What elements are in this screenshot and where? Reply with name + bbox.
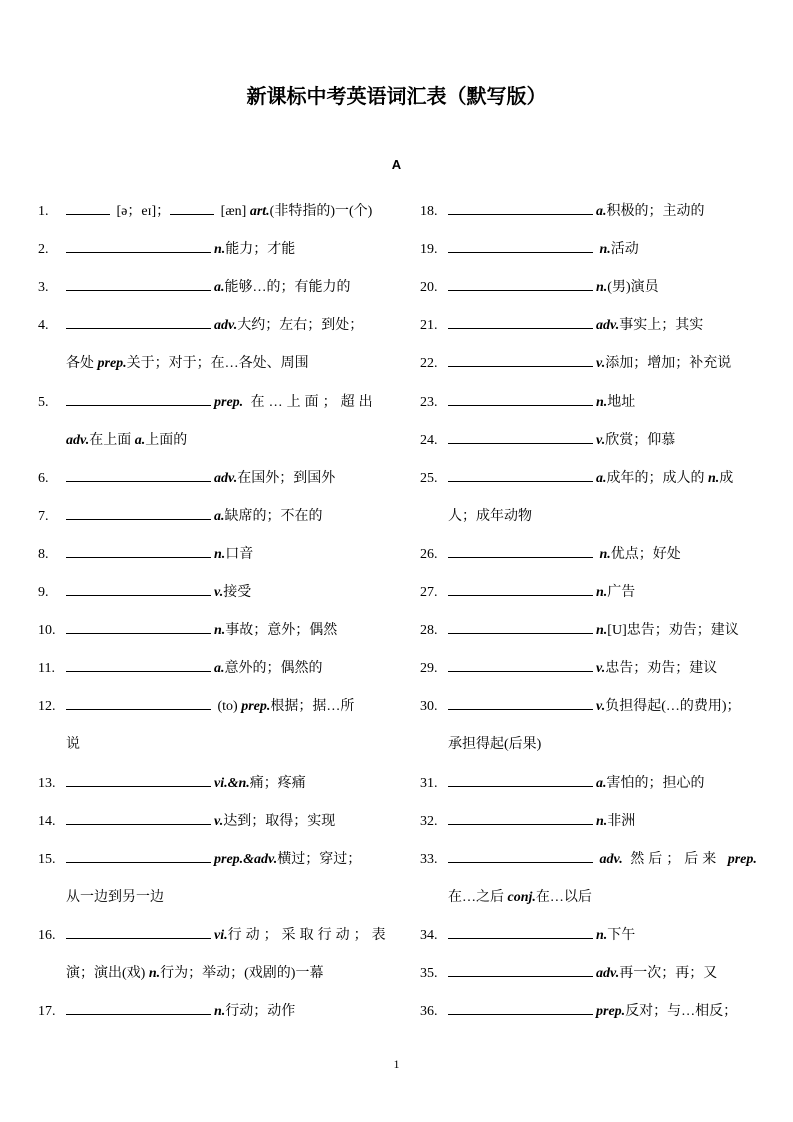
entry-number: 10. bbox=[38, 623, 56, 639]
definition-text: 事实上；其实 bbox=[619, 318, 704, 334]
vocab-entry bbox=[420, 924, 765, 948]
entry-number: 31. bbox=[420, 775, 438, 791]
part-of-speech: adv. bbox=[214, 470, 238, 486]
entry-content bbox=[66, 391, 377, 415]
answer-blank[interactable] bbox=[66, 200, 110, 215]
part-of-speech: n. bbox=[214, 242, 226, 258]
answer-blank[interactable] bbox=[66, 1000, 211, 1015]
vocab-entry bbox=[38, 581, 398, 605]
answer-blank[interactable] bbox=[448, 352, 593, 367]
entry-number: 4. bbox=[38, 318, 49, 334]
part-of-speech: n. bbox=[214, 546, 226, 562]
answer-blank[interactable] bbox=[448, 276, 593, 291]
definition-text: 活动 bbox=[610, 242, 639, 258]
part-of-speech: n. bbox=[596, 813, 608, 829]
part-of-speech: v. bbox=[596, 356, 606, 372]
answer-blank[interactable] bbox=[66, 772, 211, 787]
vocab-entry bbox=[38, 924, 398, 948]
vocab-entry bbox=[420, 391, 765, 415]
entry-number: 17. bbox=[38, 1004, 56, 1020]
definition-text: 行为；举动；(戏剧的)一幕 bbox=[160, 966, 324, 981]
entry-content bbox=[66, 314, 363, 338]
answer-blank[interactable] bbox=[170, 200, 214, 215]
vocab-entry bbox=[38, 238, 398, 262]
part-of-speech: vi.&n. bbox=[214, 775, 250, 791]
definition-text: 下午 bbox=[607, 927, 636, 943]
entry-content bbox=[66, 238, 295, 262]
entry-number: 7. bbox=[38, 508, 49, 524]
vocab-entry bbox=[38, 314, 398, 338]
part-of-speech: v. bbox=[596, 699, 606, 715]
entry-number: 15. bbox=[38, 851, 56, 867]
part-of-speech: art. bbox=[249, 204, 270, 219]
entry-content bbox=[66, 543, 253, 567]
entry-content bbox=[66, 848, 361, 872]
vocab-entry bbox=[38, 810, 398, 834]
part-of-speech: v. bbox=[596, 661, 606, 677]
vocab-entry bbox=[38, 200, 398, 224]
entry-content bbox=[66, 733, 80, 757]
vocab-entry-continuation bbox=[38, 429, 398, 453]
vocab-entry bbox=[38, 467, 398, 491]
entry-content bbox=[448, 695, 741, 719]
answer-blank[interactable] bbox=[66, 314, 211, 329]
entry-content bbox=[66, 467, 335, 491]
answer-blank[interactable] bbox=[448, 238, 593, 253]
definition-text: 上面的 bbox=[145, 432, 188, 448]
vocab-entry bbox=[420, 962, 765, 986]
entry-content bbox=[66, 619, 337, 643]
entry-number: 2. bbox=[38, 242, 49, 258]
vocab-entry bbox=[420, 619, 765, 643]
answer-blank[interactable] bbox=[448, 848, 593, 863]
vocab-entry bbox=[38, 619, 398, 643]
entry-number: 13. bbox=[38, 775, 56, 791]
definition-text: 达到；取得；实现 bbox=[223, 813, 336, 829]
vocab-entry-continuation bbox=[38, 886, 398, 910]
part-of-speech: v. bbox=[214, 813, 224, 829]
vocab-entry bbox=[420, 352, 765, 376]
vocab-entry bbox=[420, 657, 765, 681]
definition-text: 说 bbox=[66, 737, 80, 753]
vocab-entry-continuation bbox=[420, 733, 765, 757]
entry-number: 11. bbox=[38, 661, 55, 677]
definition-text: 在国外；到国外 bbox=[237, 470, 336, 486]
definition-text: 成 bbox=[719, 470, 734, 486]
entry-number: 3. bbox=[38, 280, 49, 296]
definition-text: 人；成年动物 bbox=[448, 508, 532, 524]
definition-text: 各处 bbox=[66, 356, 98, 372]
definition-text: 在上面 bbox=[89, 432, 135, 448]
part-of-speech: a. bbox=[214, 661, 225, 677]
entry-number: 16. bbox=[38, 927, 56, 943]
entry-content bbox=[448, 1000, 737, 1024]
entry-content bbox=[66, 581, 251, 605]
answer-blank[interactable] bbox=[448, 924, 593, 939]
entry-number: 22. bbox=[420, 356, 438, 372]
definition-text: 在…之后 bbox=[448, 889, 508, 905]
vocab-entry-continuation bbox=[420, 886, 765, 910]
vocab-entry bbox=[38, 657, 398, 681]
entry-number: 25. bbox=[420, 470, 438, 486]
definition-text: [æn] bbox=[217, 204, 250, 219]
vocab-entry bbox=[420, 200, 765, 224]
answer-blank[interactable] bbox=[448, 695, 593, 710]
definition-text: 再一次；再；又 bbox=[619, 966, 718, 981]
definition-text: 能力；才能 bbox=[225, 242, 296, 258]
definition-text: 能够…的；有能力的 bbox=[224, 280, 351, 296]
part-of-speech: n. bbox=[214, 623, 226, 639]
vocab-entry bbox=[38, 848, 398, 872]
entry-number: 26. bbox=[420, 546, 438, 562]
definition-text: 优点；好处 bbox=[610, 546, 681, 562]
vocab-entry bbox=[420, 772, 765, 796]
entry-content bbox=[448, 391, 635, 415]
entry-content bbox=[448, 276, 659, 300]
part-of-speech: adv. bbox=[214, 318, 238, 334]
entry-content bbox=[66, 886, 164, 910]
definition-text: 地址 bbox=[607, 394, 636, 410]
definition-text: 接受 bbox=[223, 585, 252, 600]
part-of-speech: conj. bbox=[507, 889, 536, 905]
part-of-speech: a. bbox=[214, 508, 225, 524]
vocab-entry bbox=[420, 467, 765, 491]
part-of-speech: adv. bbox=[66, 432, 90, 448]
definition-text: 承担得起(后果) bbox=[448, 737, 542, 753]
definition-text: 意外的；偶然的 bbox=[224, 661, 323, 677]
entry-content bbox=[448, 238, 639, 262]
entry-content bbox=[448, 619, 739, 643]
answer-blank[interactable] bbox=[66, 924, 211, 939]
part-of-speech: n. bbox=[596, 394, 608, 410]
part-of-speech: a. bbox=[596, 204, 607, 219]
vocab-entry bbox=[420, 543, 765, 567]
answer-blank[interactable] bbox=[448, 810, 593, 825]
part-of-speech: n. bbox=[596, 585, 608, 600]
entry-content bbox=[448, 848, 757, 872]
answer-blank[interactable] bbox=[66, 695, 211, 710]
entry-number: 33. bbox=[420, 851, 438, 867]
entry-number: 9. bbox=[38, 585, 49, 600]
definition-text: 事故；意外；偶然 bbox=[225, 623, 338, 639]
entry-number: 19. bbox=[420, 242, 438, 258]
part-of-speech: vi. bbox=[214, 927, 228, 943]
definition-text: 害怕的；担心的 bbox=[606, 775, 705, 791]
definition-text: 在…上面；超出 bbox=[243, 394, 377, 410]
answer-blank[interactable] bbox=[66, 467, 211, 482]
part-of-speech: v. bbox=[596, 432, 606, 448]
part-of-speech: prep. bbox=[97, 356, 127, 372]
entry-number: 8. bbox=[38, 546, 49, 562]
vocab-entry bbox=[420, 238, 765, 262]
part-of-speech: n. bbox=[596, 623, 608, 639]
entry-content bbox=[66, 657, 323, 681]
answer-blank[interactable] bbox=[448, 772, 593, 787]
entry-content bbox=[66, 962, 323, 986]
entry-number: 18. bbox=[420, 204, 438, 219]
definition-text: 负担得起(…的费用)； bbox=[605, 699, 741, 715]
vocab-entry-continuation bbox=[38, 962, 398, 986]
entry-content bbox=[66, 200, 372, 224]
answer-blank[interactable] bbox=[448, 962, 593, 977]
definition-text: 根据；据…所 bbox=[270, 699, 355, 715]
entry-number: 30. bbox=[420, 699, 438, 715]
entry-number: 28. bbox=[420, 623, 438, 639]
vocab-entry bbox=[420, 276, 765, 300]
part-of-speech: adv. bbox=[596, 966, 620, 981]
definition-text: 口音 bbox=[225, 546, 254, 562]
entry-content bbox=[448, 810, 635, 834]
answer-blank[interactable] bbox=[66, 848, 211, 863]
vocab-entry bbox=[420, 429, 765, 453]
vocab-entry bbox=[420, 1000, 765, 1024]
definition-text: 然后；后来 bbox=[622, 851, 728, 867]
entry-content bbox=[448, 543, 681, 567]
definition-text: (to) bbox=[214, 699, 242, 715]
answer-blank[interactable] bbox=[66, 505, 211, 520]
entry-number: 12. bbox=[38, 699, 56, 715]
entry-content bbox=[66, 695, 354, 719]
vocab-entry bbox=[38, 391, 398, 415]
entry-content bbox=[448, 962, 717, 986]
entry-number: 35. bbox=[420, 966, 438, 981]
definition-text: 非洲 bbox=[607, 813, 636, 829]
vocab-entry bbox=[420, 314, 765, 338]
part-of-speech: v. bbox=[214, 585, 224, 600]
part-of-speech: prep.&adv. bbox=[214, 851, 278, 867]
definition-text: 广告 bbox=[607, 585, 636, 600]
entry-number: 14. bbox=[38, 813, 56, 829]
answer-blank[interactable] bbox=[66, 238, 211, 253]
definition-text: [U]忠告；劝告；建议 bbox=[607, 623, 739, 639]
answer-blank[interactable] bbox=[448, 1000, 593, 1015]
entry-content bbox=[448, 657, 717, 681]
part-of-speech: n. bbox=[708, 470, 720, 486]
entry-content bbox=[448, 505, 532, 529]
answer-blank[interactable] bbox=[448, 429, 593, 444]
answer-blank[interactable] bbox=[448, 200, 593, 215]
answer-blank[interactable] bbox=[66, 276, 211, 291]
entry-content bbox=[448, 429, 675, 453]
part-of-speech: prep. bbox=[241, 699, 271, 715]
part-of-speech: n. bbox=[214, 1004, 226, 1020]
entry-content bbox=[448, 581, 635, 605]
entry-number: 27. bbox=[420, 585, 438, 600]
vocab-entry-continuation bbox=[38, 352, 398, 376]
entry-number: 20. bbox=[420, 280, 438, 296]
part-of-speech: n. bbox=[596, 280, 608, 296]
answer-blank[interactable] bbox=[448, 543, 593, 558]
definition-text: 缺席的；不在的 bbox=[224, 508, 323, 524]
entry-content bbox=[448, 314, 703, 338]
definition-text: (非特指的)一(个) bbox=[269, 204, 373, 219]
entry-content bbox=[66, 810, 335, 834]
entry-number: 1. bbox=[38, 204, 49, 219]
entry-number: 36. bbox=[420, 1004, 438, 1020]
part-of-speech: n. bbox=[599, 546, 611, 562]
definition-text: 横过；穿过； bbox=[277, 851, 362, 867]
vocab-entry bbox=[420, 848, 765, 872]
vocab-entry bbox=[38, 276, 398, 300]
entry-content bbox=[448, 352, 731, 376]
answer-blank[interactable] bbox=[66, 391, 211, 406]
answer-blank[interactable] bbox=[448, 581, 593, 596]
entry-content bbox=[448, 772, 705, 796]
entry-content bbox=[448, 733, 541, 757]
answer-blank[interactable] bbox=[448, 467, 593, 482]
answer-blank[interactable] bbox=[448, 619, 593, 634]
part-of-speech: prep. bbox=[727, 851, 757, 867]
entry-number: 34. bbox=[420, 927, 438, 943]
entry-content bbox=[66, 429, 187, 453]
definition-text: 从一边到另一边 bbox=[66, 889, 164, 905]
part-of-speech: a. bbox=[596, 470, 607, 486]
definition-text: 欣赏；仰慕 bbox=[605, 432, 676, 448]
definition-text: 关于；对于；在…各处、周围 bbox=[126, 356, 309, 372]
part-of-speech: adv. bbox=[596, 318, 620, 334]
entry-content bbox=[448, 886, 592, 910]
answer-blank[interactable] bbox=[66, 581, 211, 596]
vocab-entry-continuation bbox=[420, 505, 765, 529]
vocab-entry bbox=[420, 695, 765, 719]
vocab-entry bbox=[420, 581, 765, 605]
entry-content bbox=[448, 200, 705, 224]
part-of-speech: a. bbox=[596, 775, 607, 791]
definition-text: [ə；eɪ]； bbox=[113, 204, 171, 219]
entry-content bbox=[448, 924, 635, 948]
part-of-speech: adv. bbox=[599, 851, 623, 867]
answer-blank[interactable] bbox=[448, 391, 593, 406]
page-number: 1 bbox=[393, 1057, 400, 1071]
definition-text: (男)演员 bbox=[607, 280, 659, 296]
page-title: 新课标中考英语词汇表（默写版） bbox=[246, 84, 547, 108]
entry-content bbox=[66, 276, 351, 300]
definition-text: 痛；疼痛 bbox=[249, 775, 306, 791]
entry-content bbox=[66, 505, 323, 529]
vocab-entry bbox=[420, 810, 765, 834]
definition-text: 在…以后 bbox=[535, 889, 592, 905]
definition-text: 行动；采取行动；表 bbox=[227, 927, 390, 943]
definition-text: 成年的；成人的 bbox=[606, 470, 708, 486]
entry-number: 24. bbox=[420, 432, 438, 448]
vocab-entry bbox=[38, 772, 398, 796]
answer-blank[interactable] bbox=[448, 314, 593, 329]
vocab-entry bbox=[38, 543, 398, 567]
part-of-speech: prep. bbox=[214, 394, 244, 410]
entry-number: 29. bbox=[420, 661, 438, 677]
entry-content bbox=[448, 467, 733, 491]
entry-content bbox=[66, 772, 306, 796]
entry-number: 6. bbox=[38, 470, 49, 486]
entry-content bbox=[66, 924, 390, 948]
definition-text: 反对；与…相反； bbox=[625, 1004, 738, 1020]
part-of-speech: n. bbox=[596, 927, 608, 943]
entry-number: 21. bbox=[420, 318, 438, 334]
definition-text: 忠告；劝告；建议 bbox=[605, 661, 718, 677]
answer-blank[interactable] bbox=[66, 543, 211, 558]
definition-text: 演；演出(戏) bbox=[66, 966, 149, 981]
answer-blank[interactable] bbox=[448, 657, 593, 672]
part-of-speech: a. bbox=[214, 280, 225, 296]
answer-blank[interactable] bbox=[66, 619, 211, 634]
section-heading: A bbox=[391, 157, 402, 172]
part-of-speech: a. bbox=[134, 432, 146, 448]
answer-blank[interactable] bbox=[66, 810, 211, 825]
entry-number: 5. bbox=[38, 394, 49, 410]
entry-content bbox=[66, 1000, 295, 1024]
entry-number: 23. bbox=[420, 394, 438, 410]
part-of-speech: n. bbox=[599, 242, 611, 258]
definition-text: 添加；增加；补充说 bbox=[605, 356, 732, 372]
answer-blank[interactable] bbox=[66, 657, 211, 672]
definition-text: 行动；动作 bbox=[225, 1004, 296, 1020]
entry-content bbox=[66, 352, 309, 376]
definition-text: 积极的；主动的 bbox=[606, 204, 705, 219]
vocab-entry bbox=[38, 1000, 398, 1024]
entry-number: 32. bbox=[420, 813, 438, 829]
vocab-entry bbox=[38, 505, 398, 529]
vocab-entry bbox=[38, 695, 398, 719]
definition-text: 大约；左右；到处； bbox=[237, 318, 364, 334]
vocab-entry-continuation bbox=[38, 733, 398, 757]
part-of-speech: prep. bbox=[596, 1004, 626, 1020]
part-of-speech: n. bbox=[148, 966, 161, 981]
